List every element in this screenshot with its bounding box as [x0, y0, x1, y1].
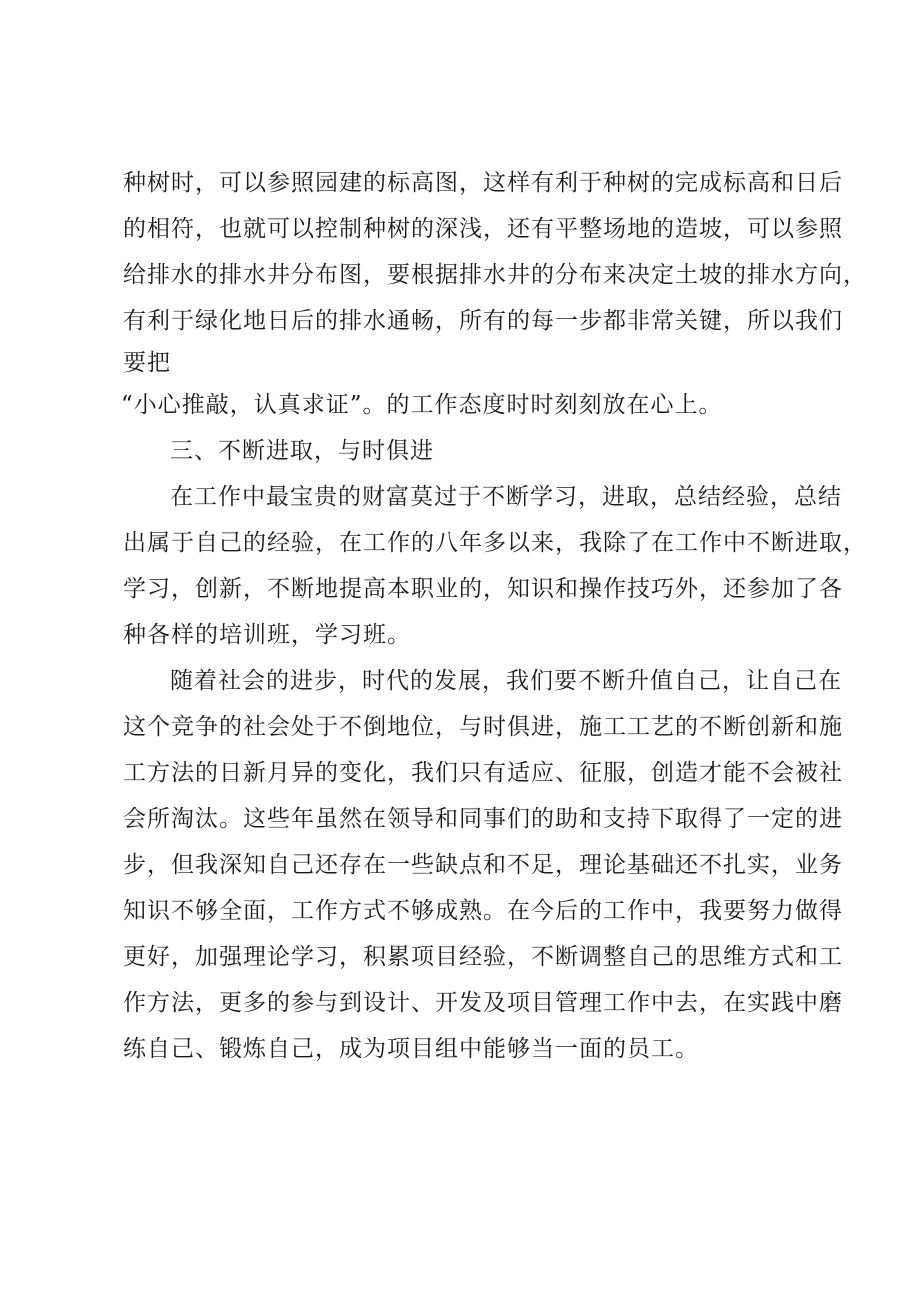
text-line: 知识不够全面，工作方式不够成熟。在今后的工作中，我要努力做得	[123, 898, 843, 924]
text-line: 给排水的排水井分布图，要根据排水井的分布来决定土坡的排水方向，	[123, 262, 867, 288]
text-line: 有利于绿化地日后的排水通畅，所有的每一步都非常关键，所以我们	[123, 308, 843, 334]
text-line: 随着社会的进步，时代的发展，我们要不断升值自己，让自己在	[170, 668, 842, 694]
text-line: 这个竞争的社会处于不倒地位，与时俱进，施工工艺的不断创新和施	[123, 714, 843, 740]
text-line: 学习，创新，不断地提高本职业的，知识和操作技巧外，还参加了各	[123, 576, 843, 602]
text-line: 种各样的培训班，学习班。	[123, 622, 411, 648]
text-line: 出属于自己的经验，在工作的八年多以来，我除了在工作中不断进取，	[123, 530, 867, 556]
text-line: 种树时，可以参照园建的标高图，这样有利于种树的完成标高和日后	[123, 170, 843, 196]
text-line: 练自己、锻炼自己，成为项目组中能够当一面的员工。	[123, 1036, 699, 1062]
text-line: 工方法的日新月异的变化，我们只有适应、征服，创造才能不会被社	[123, 760, 843, 786]
text-line: 会所淘汰。这些年虽然在领导和同事们的助和支持下取得了一定的进	[123, 806, 843, 832]
text-line: “小心推敲，认真求证”。的工作态度时时刻刻放在心上。	[121, 392, 723, 418]
text-line: 更好，加强理论学习，积累项目经验，不断调整自己的思维方式和工	[123, 944, 843, 970]
section-heading: 三、不断进取，与时俱进	[170, 438, 434, 464]
document-body	[121, 160, 867, 1072]
text-line: 作方法，更多的参与到设计、开发及项目管理工作中去，在实践中磨	[123, 990, 843, 1016]
text-line: 的相符，也就可以控制种树的深浅，还有平整场地的造坡，可以参照	[123, 216, 843, 242]
text-line: 要把	[123, 350, 171, 376]
text-line: 在工作中最宝贵的财富莫过于不断学习，进取，总结经验，总结	[170, 484, 842, 510]
text-line: 步，但我深知自己还存在一些缺点和不足，理论基础还不扎实，业务	[123, 852, 843, 878]
